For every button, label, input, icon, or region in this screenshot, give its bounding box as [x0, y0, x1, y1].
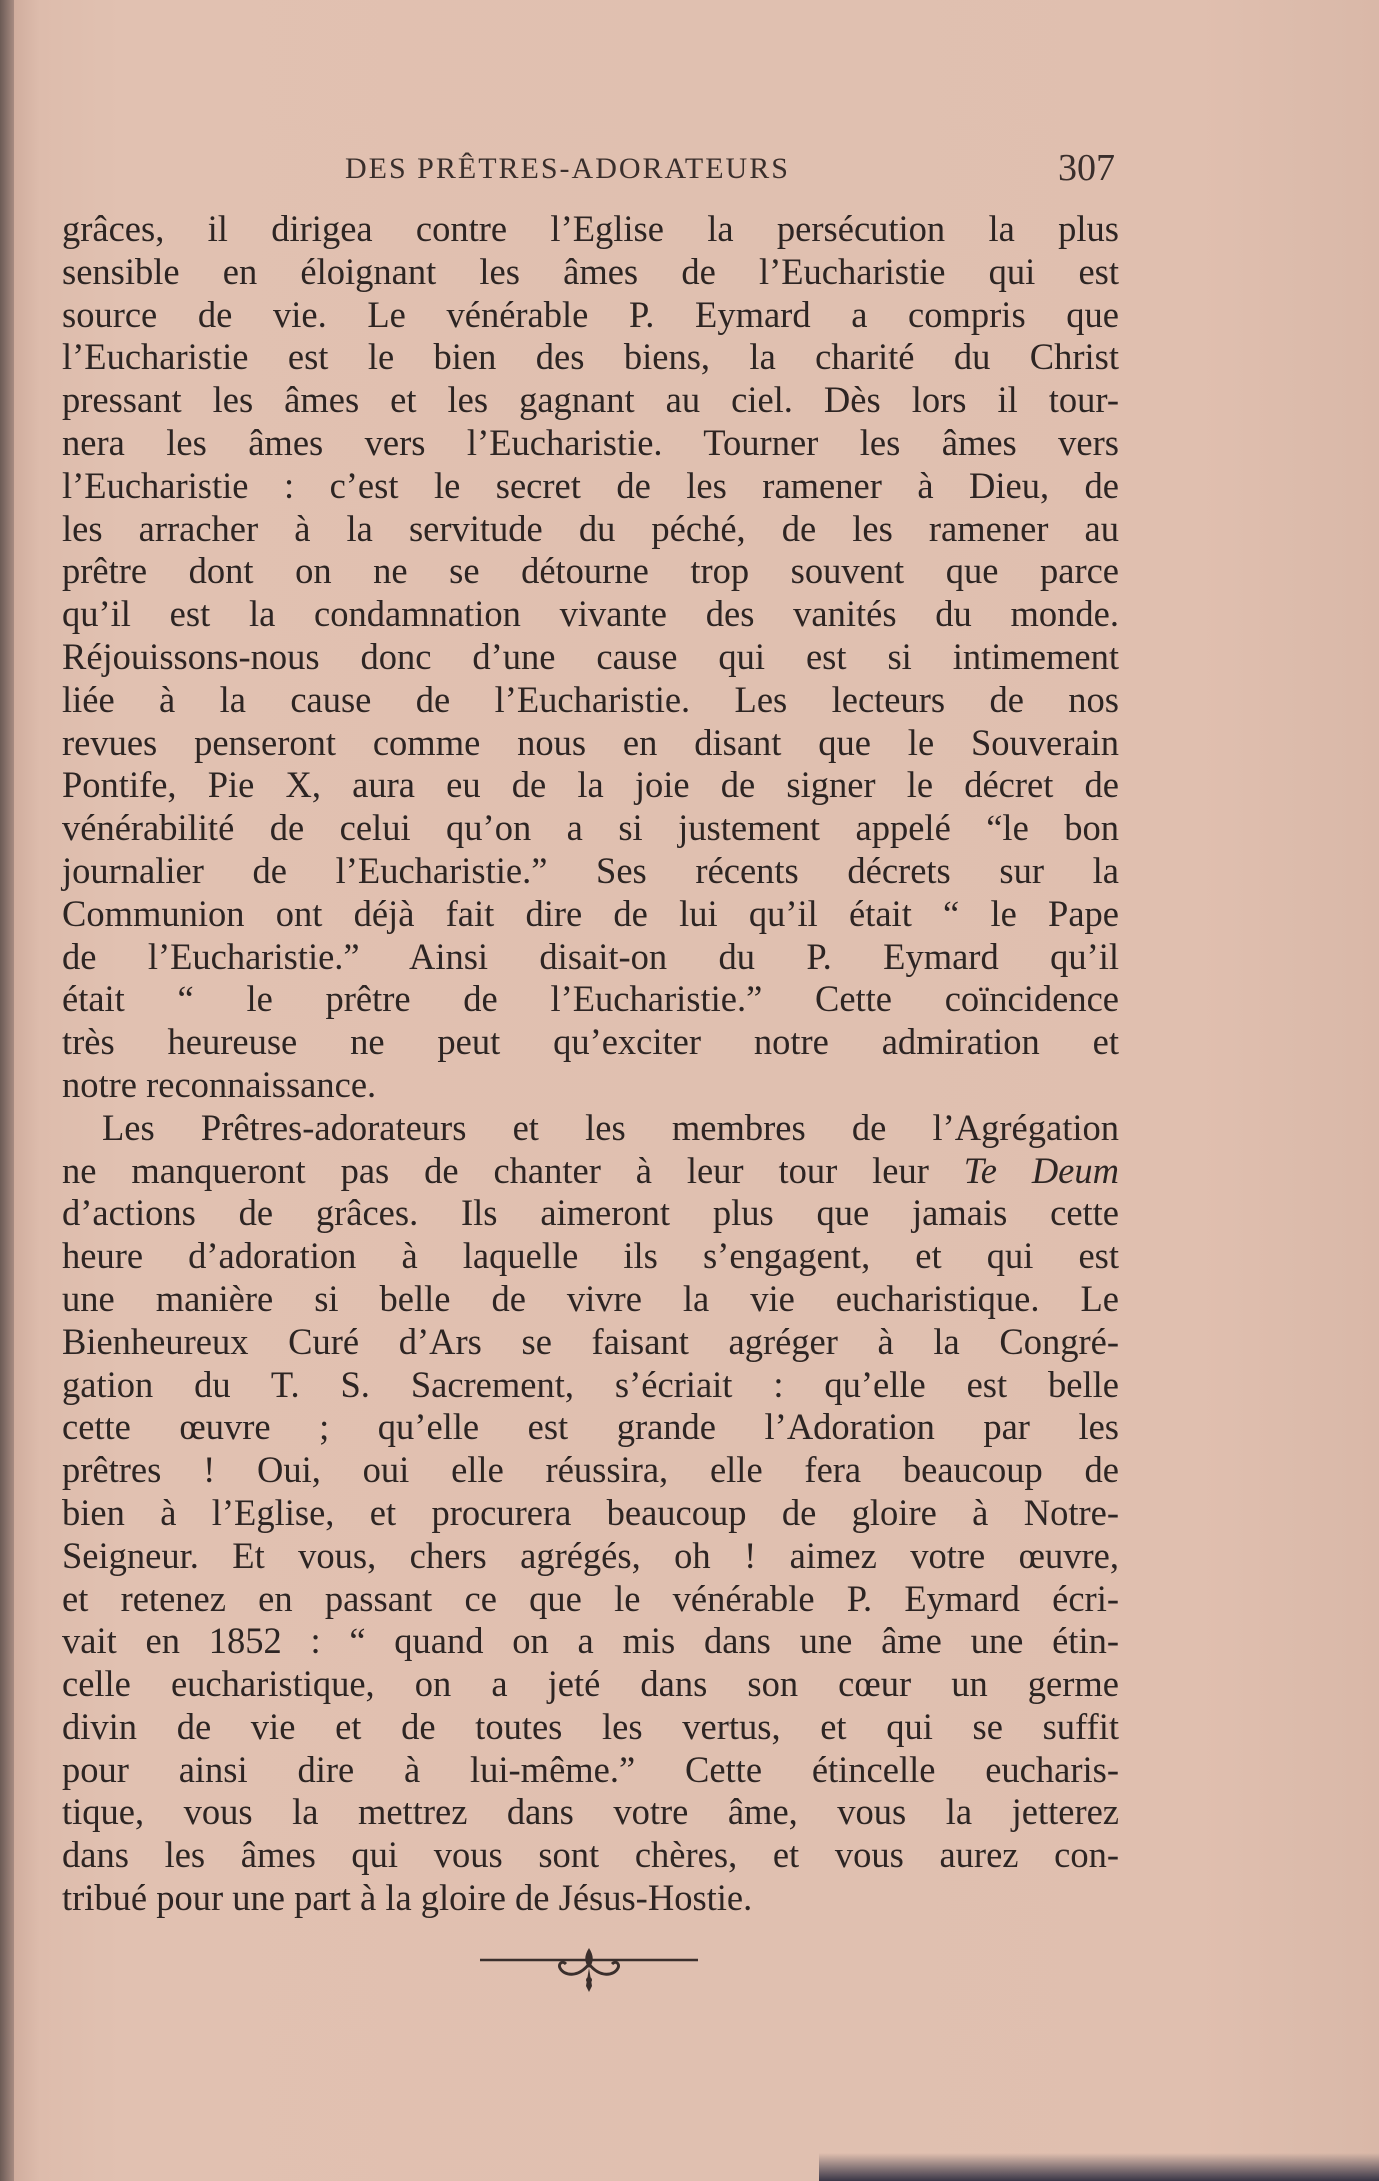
running-head: DES PRÊTRES-ADORATEURS [345, 152, 790, 185]
text-line: très heureuse ne peut qu’exciter notre admiration et [62, 1021, 1119, 1063]
text-line: revues penseront comme nous en disant que le Souverain [62, 721, 1119, 763]
italic-phrase: Te Deum [963, 1149, 1119, 1191]
book-binding-edge [0, 0, 14, 2181]
paragraph-1 [62, 208, 1119, 1107]
text-line: Bienheureux Curé d’Ars se faisant agréger à la Congré- [62, 1320, 1119, 1362]
fleuron-ornament-icon [478, 1940, 700, 2000]
text-line: était “ le prêtre de l’Eucharistie.” Cette coïncidence [62, 978, 1119, 1020]
text-line: prêtres ! Oui, oui elle réussira, elle fera beaucoup de [62, 1449, 1119, 1491]
text-line: tribué pour une part à la gloire de Jésus-Hostie. [62, 1877, 753, 1919]
text-line: journalier de l’Eucharistie.” Ses récents décrets sur la [62, 849, 1119, 891]
text-line: notre reconnaissance. [62, 1063, 377, 1105]
text-line: l’Eucharistie : c’est le secret de les ramener à Dieu, de [62, 464, 1119, 506]
text-line: de l’Eucharistie.” Ainsi disait-on du P. Eymard qu’il [62, 935, 1119, 977]
text-line: gation du T. S. Sacrement, s’écriait : qu’elle est belle [62, 1363, 1119, 1405]
text-line: l’Eucharistie est le bien des biens, la charité du Christ [62, 336, 1119, 378]
text-line: pour ainsi dire à lui-même.” Cette étincelle eucharis- [62, 1748, 1119, 1790]
text-line: nera les âmes vers l’Eucharistie. Tourner les âmes vers [62, 421, 1119, 463]
text-line: et retenez en passant ce que le vénérable P. Eymard écri- [62, 1577, 1119, 1619]
text-line: Pontife, Pie X, aura eu de la joie de signer le décret de [62, 764, 1119, 806]
text-line: Communion ont déjà fait dire de lui qu’il était “ le Pape [62, 892, 1119, 934]
text-line: prêtre dont on ne se détourne trop souvent que parce [62, 550, 1119, 592]
paragraph-2 [62, 1107, 1119, 1920]
text-line: celle eucharistique, on a jeté dans son cœur un germe [62, 1663, 1119, 1705]
text-line: qu’il est la condamnation vivante des vanités du monde. [62, 593, 1119, 635]
text-line: vait en 1852 : “ quand on a mis dans une âme une étin- [62, 1620, 1119, 1662]
body-text [62, 208, 1119, 1920]
text-line: vénérabilité de celui qu’on a si justement appelé “le bon [62, 807, 1119, 849]
scan-shadow [819, 2153, 1379, 2181]
text-line: tique, vous la mettrez dans votre âme, vous la jetterez [62, 1791, 1119, 1833]
text-line: Seigneur. Et vous, chers agrégés, oh ! aimez votre œuvre, [62, 1534, 1119, 1576]
text-line: bien à l’Eglise, et procurera beaucoup de gloire à Notre- [62, 1491, 1119, 1533]
text-line: les arracher à la servitude du péché, de les ramener au [62, 507, 1119, 549]
text-line: Réjouissons-nous donc d’une cause qui est si intimement [62, 635, 1119, 677]
text-line: pressant les âmes et les gagnant au ciel. Dès lors il tour- [62, 379, 1119, 421]
text-line: ne manqueront pas de chanter à leur tour leur Te Deum [62, 1149, 1119, 1191]
text-line: d’actions de grâces. Ils aimeront plus que jamais cette [62, 1192, 1119, 1234]
text-line: Les Prêtres-adorateurs et les membres de l’Agrégation [102, 1106, 1119, 1148]
text-line: grâces, il dirigea contre l’Eglise la persécution la plus [62, 208, 1119, 249]
text-line: heure d’adoration à laquelle ils s’engagent, et qui est [62, 1235, 1119, 1277]
page-number: 307 [1058, 147, 1115, 189]
text-line: divin de vie et de toutes les vertus, et qui se suffit [62, 1705, 1119, 1747]
text-line: une manière si belle de vivre la vie eucharistique. Le [62, 1277, 1119, 1319]
text-line: sensible en éloignant les âmes de l’Eucharistie qui est [62, 250, 1119, 292]
text-line: cette œuvre ; qu’elle est grande l’Adoration par les [62, 1406, 1119, 1448]
text-line: liée à la cause de l’Eucharistie. Les lecteurs de nos [62, 678, 1119, 720]
text-line: source de vie. Le vénérable P. Eymard a compris que [62, 293, 1119, 335]
text-line: dans les âmes qui vous sont chères, et vous aurez con- [62, 1834, 1119, 1876]
